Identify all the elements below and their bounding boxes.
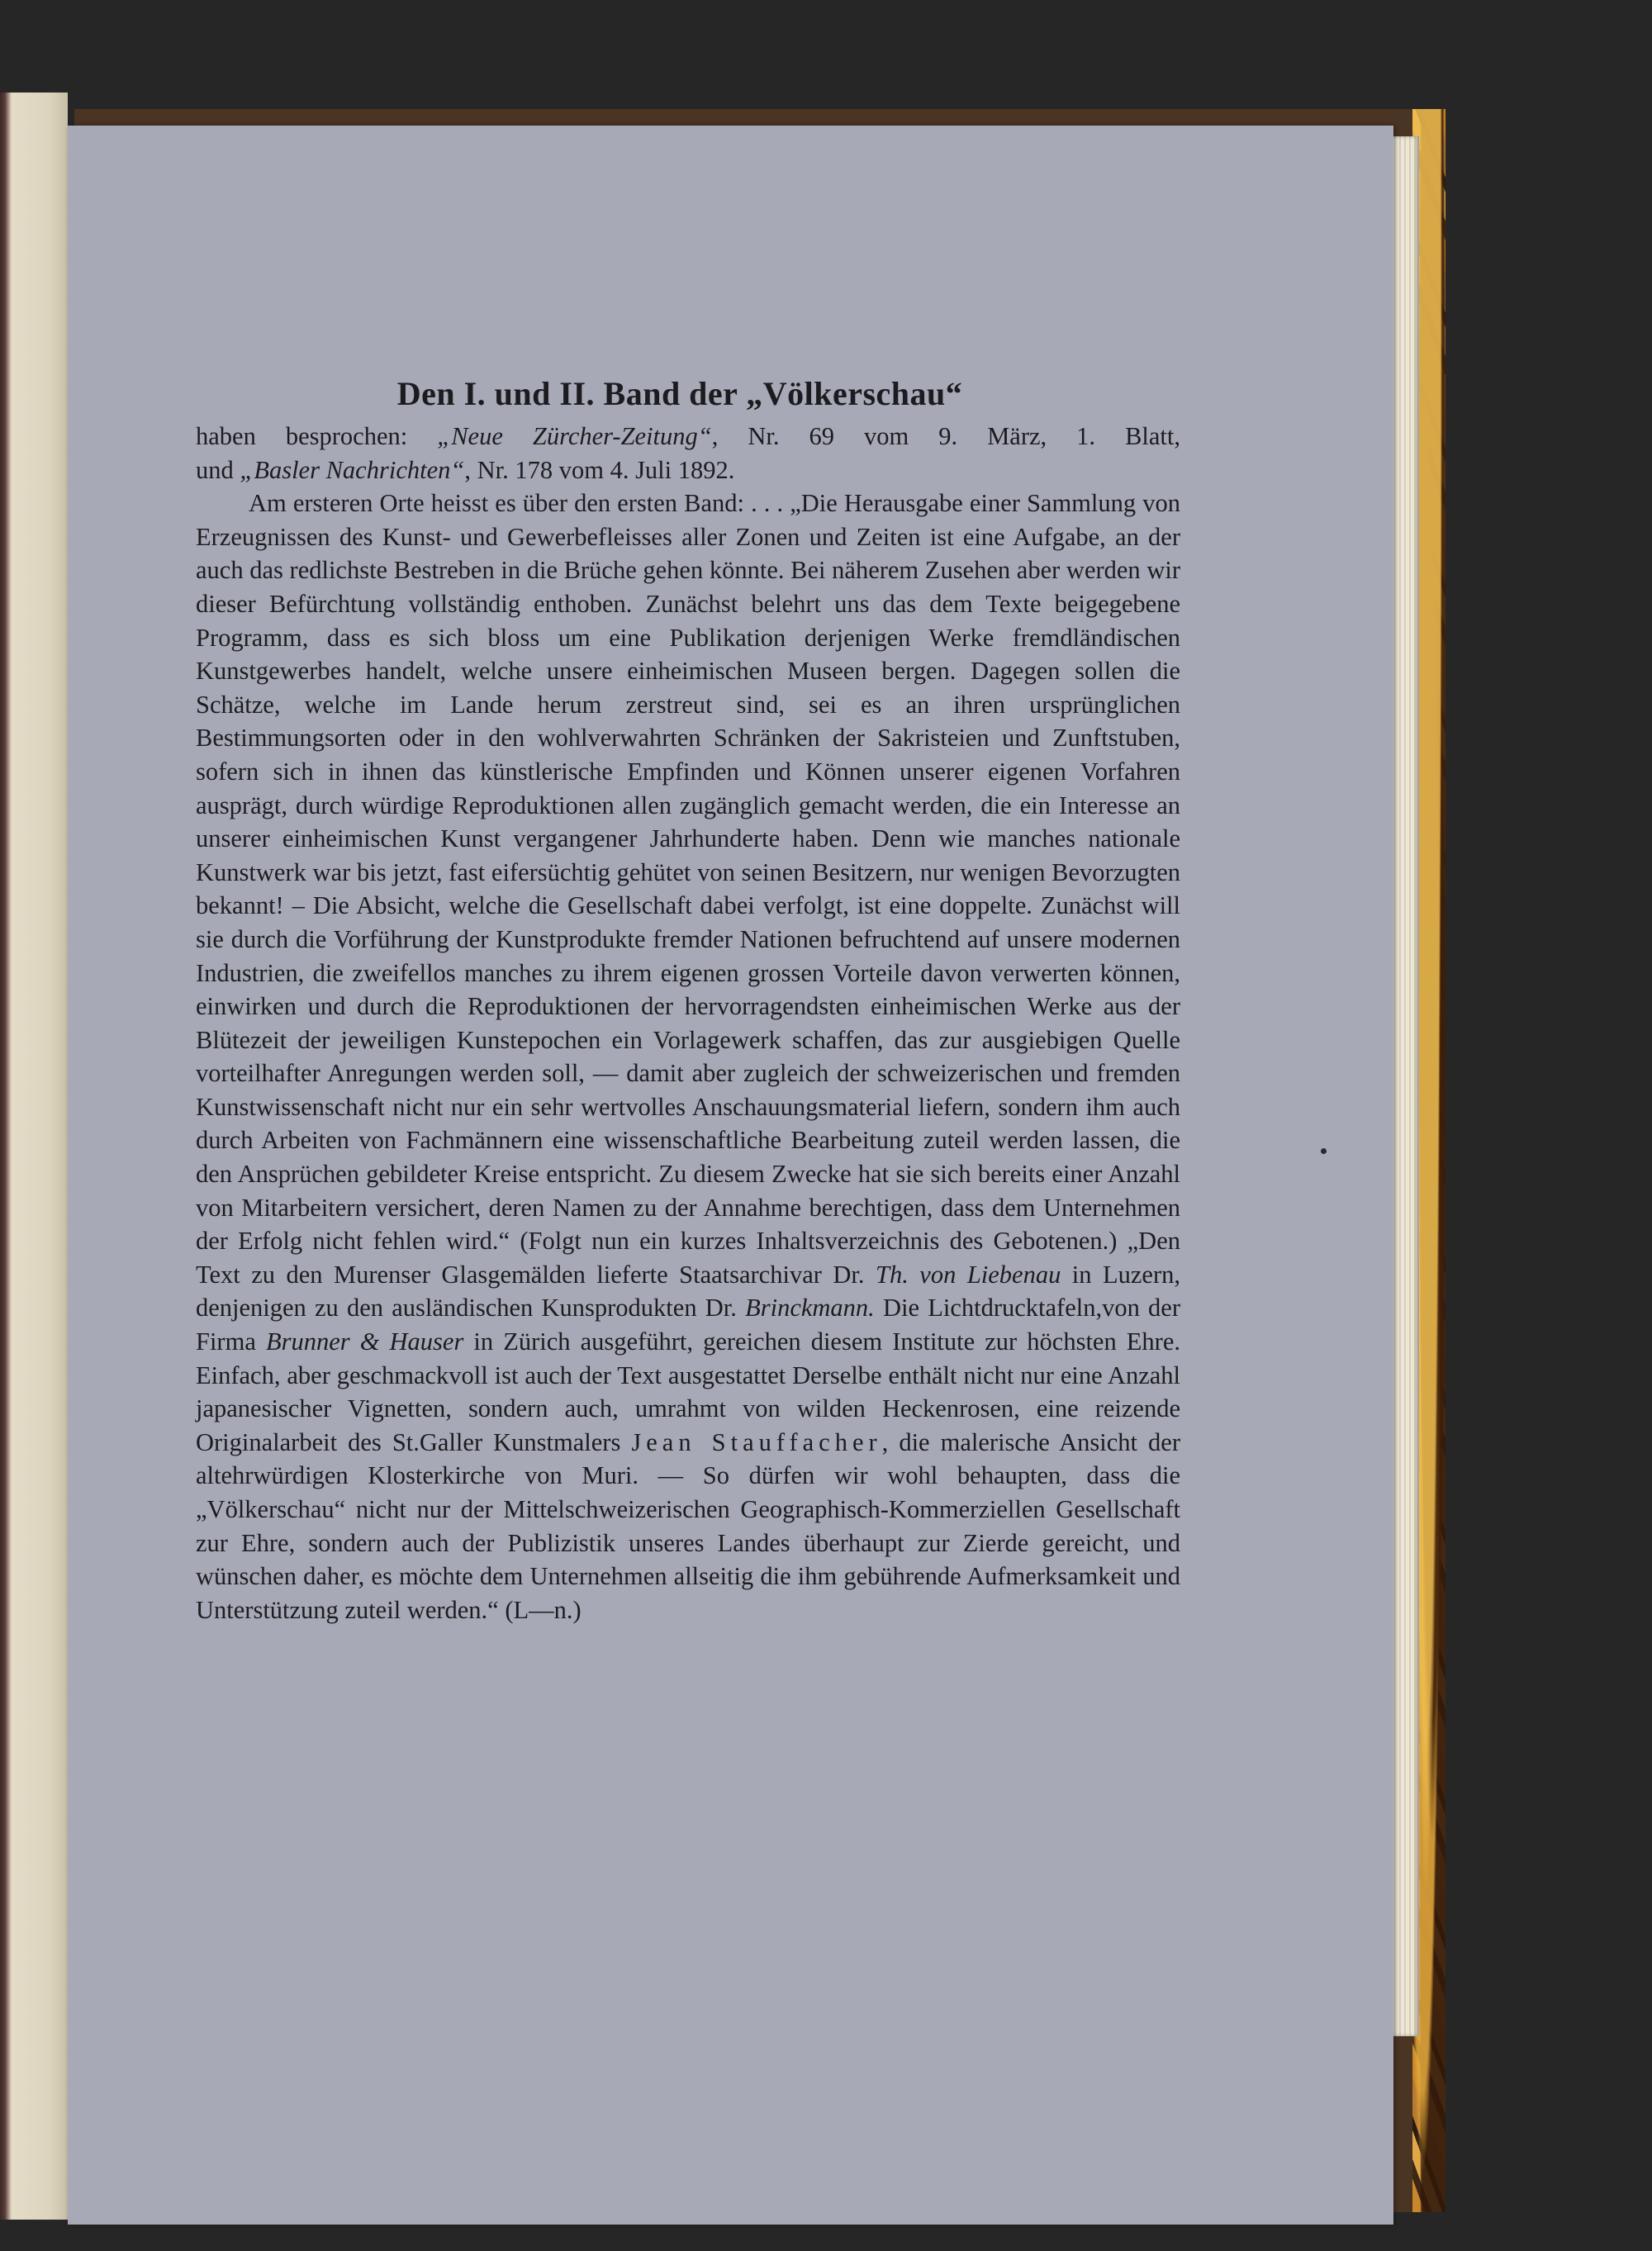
- body-text: Die Lichtdrucktafeln,von der Firma: [196, 1294, 1180, 1356]
- person-name: Th. von Liebenau: [875, 1260, 1061, 1289]
- intro-text: , Nr. 178 vom 4. Juli 1892.: [464, 455, 735, 484]
- title-quoted: „Völkerschau“: [746, 375, 963, 412]
- newspaper-name: „Neue Zürcher-Zeitung“: [437, 422, 712, 450]
- left-page-edge: [0, 93, 68, 2220]
- body-text: Am ersteren Orte heisst es über den ersten Band: . . . „Die Herausgabe einer Sammlung von Erzeugnissen des Kunst- und Gewerbefleisses aller Zonen und Zeiten ist eine Aufgabe, an der auch das redlichste Bestreben in die Brüche gehen könnte. Bei näherem Zusehen aber werden wir dieser Befürchtung vollständig enthoben. Zunächst belehrt uns das dem Texte beigegebene Programm, dass es sich bloss um eine Publikation derjenigen Werke fremdländischen Kunstgewerbes handelt, welche unsere einheimischen Museen bergen. Dagegen sollen die Schätze, welche im Lande herum zerstreut sind, sei es an ihren ursprünglichen Bestimmungsorten oder in den wohlverwahrten Schränken der Sakristeien und Zunftstuben, sofern sich in ihnen das künstlerische Empfinden und Können unserer eigenen Vorfahren ausprägt, durch würdige Reproduktionen allen zugänglich gemacht werden, die ein Interesse an unserer einheimischen Kunst vergangener Jahrhunderte haben. Denn wie manches nationale Kunstwerk war bis jetzt, fast eifersüchtig gehütet von seinen Besitzern, nur wenigen Bevorzugten bekannt! – Die Absicht, welche die Gesellschaft dabei verfolgt, ist eine doppelte. Zunächst will sie durch die Vorführung der Kunstprodukte fremder Nationen befruchtend auf unsere modernen Industrien, die zweifellos manches zu ihrem eigenen grossen Vorteile davon verwerten können, einwirken und durch die Reproduktionen der hervorragendsten einheimischen Werke aus der Blütezeit der jeweiligen Kunstepochen ein Vorlagewerk schaffen, das zur ausgiebigen Quelle vorteilhafter Anregungen werden soll, — damit aber zugleich der schweizerischen und fremden Kunstwissenschaft nicht nur ein sehr wertvolles Anschauungsmaterial liefern, sondern ihm auch durch Arbeiten von Fachmännern eine wissenschaftliche Bearbeitung zuteil werden lassen, die den Ansprüchen gebildeter Kreise entspricht. Zu diesem Zwecke hat sie sich bereits einer Anzahl von Mitarbeitern versichert, deren Namen zu der Annahme berechtigen, dass dem Unternehmen der Erfolg nicht fehlen wird.“ (Folgt nun ein kurzes Inhaltsverzeichnis des Gebotenen.) „Den Text zu den Murenser Glasgemälden lieferte Staatsarchivar Dr.: [196, 489, 1180, 1289]
- page-content: [196, 373, 1180, 1627]
- intro-text: , Nr. 69 vom 9. März, 1. Blatt,: [711, 422, 1181, 450]
- artist-name: Jean Stauffacher: [631, 1427, 882, 1456]
- page-speck: [1321, 1148, 1327, 1154]
- intro-text: und: [196, 455, 240, 484]
- newspaper-name: „Basler Nachrichten“: [240, 455, 465, 484]
- intro-line-1: [196, 420, 1180, 454]
- title-prefix: Den I. und II. Band der: [396, 375, 738, 412]
- intro-paragraph: [196, 420, 1180, 487]
- intro-text: haben besprochen:: [196, 422, 438, 450]
- body-text: in Luzern, denjenigen zu den ausländischen Kunsprodukten Dr.: [196, 1260, 1180, 1323]
- body-text: , die malerische Ansicht der altehrwürdigen Klosterkirche von Muri. — So dürfen wir wohl behaupten, dass die „Völkerschau“ nicht nur der Mittelschweizerischen Geographisch-Kommerziellen Gesellschaft zur Ehre, sondern auch der Publizistik unseres Landes überhaupt zur Zierde gereicht, und wünschen daher, es möchte dem Unternehmen allseitig die ihm gebührende Aufmerksamkeit und Unterstützung zuteil werden.“ (L—n.): [196, 1427, 1180, 1624]
- body-paragraph: [196, 487, 1180, 1627]
- page-title: [179, 373, 1180, 415]
- body-text: in Zürich ausgeführt, gereichen diesem Institute zur höchsten Ehre. Einfach, aber geschmackvoll ist auch der Text ausgestattet Derselbe enthält nicht nur eine Anzahl japanesischer Vignetten, sondern auch, umrahmt von wilden Heckenrosen, eine reizende Originalarbeit des St.Galler Kunstmalers: [196, 1327, 1180, 1456]
- company-name: Brunner & Hauser: [265, 1327, 464, 1356]
- intro-line-2: [196, 454, 1180, 487]
- person-name: Brinckmann.: [745, 1294, 875, 1323]
